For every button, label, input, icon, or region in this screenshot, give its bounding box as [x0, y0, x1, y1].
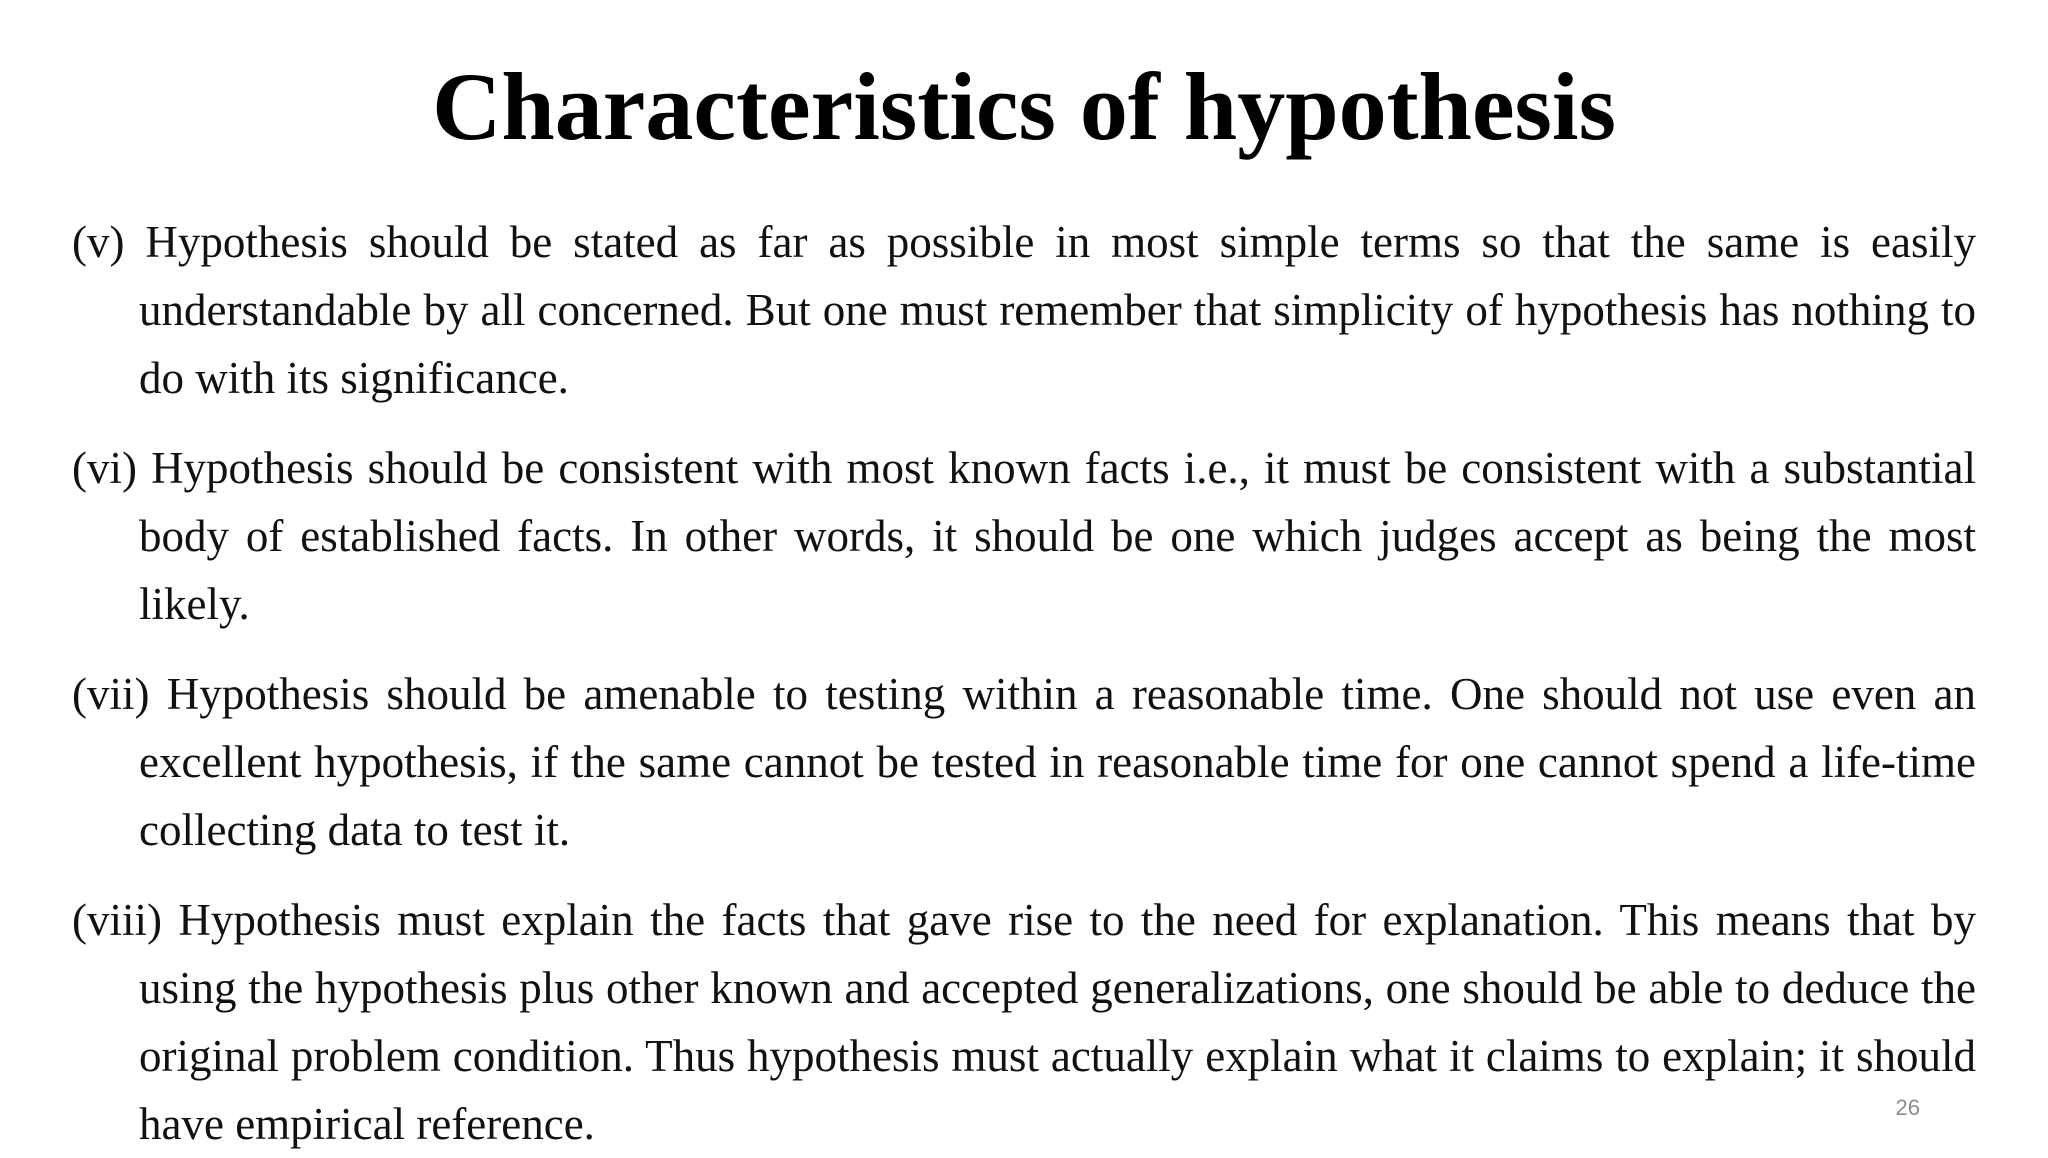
characteristic-item-v: (v) Hypothesis should be stated as far as possible in most simple terms so that the same is easily understandable by all concerned. But one must remember that simplicity of hypothesis has nothing to do with its significance.: [72, 217, 1976, 403]
slide-content: [72, 208, 1976, 1158]
characteristic-item-vi: (vi) Hypothesis should be consistent with most known facts i.e., it must be consistent with a substantial body of established facts. In other words, it should be one which judges accept as being the most likely.: [72, 443, 1976, 629]
slide-title: Characteristics of hypothesis: [432, 53, 1616, 160]
characteristic-item-vii: (vii) Hypothesis should be amenable to testing within a reasonable time. One should not use even an excellent hypothesis, if the same cannot be tested in reasonable time for one cannot spend a life-time collecting data to test it.: [72, 669, 1976, 855]
page-number: 26: [1895, 1095, 1920, 1120]
characteristic-item-viii: (viii) Hypothesis must explain the facts that gave rise to the need for explanation. This means that by using the hypothesis plus other known and accepted generalizations, one should be able to deduce the original problem condition. Thus hypothesis must actually explain what it claims to explain; it should have empirical reference.: [72, 895, 1976, 1149]
